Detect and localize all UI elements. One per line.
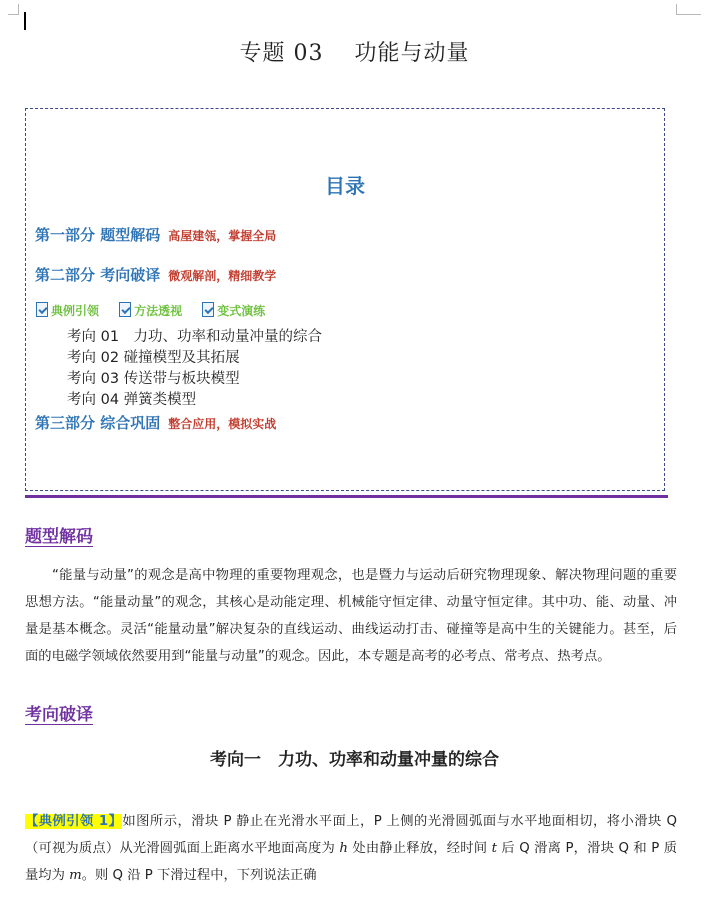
document-check-icon (201, 301, 215, 317)
document-check-icon (35, 301, 49, 317)
document-title: 专题 03 功能与动量 (239, 41, 470, 66)
example-paragraph: 【典例引领 1】如图所示，滑块 P 静止在光滑水平面上，P 上侧的光滑圆弧面与水平地面相切，将小滑块 Q（可视为质点）从光滑圆弧面上距离水平地面高度为 h 处由静止释放，经时间 t 后 Q 滑离 P，滑块 Q 和 P 质量均为 m。则 Q 沿 P 下滑过程中，下列说法正确 (25, 814, 677, 883)
section-heading-decode: 题型解码 (25, 527, 93, 547)
text-cursor (24, 12, 26, 30)
toc-heading: 目录 (325, 174, 365, 198)
variable-h: h (339, 841, 348, 856)
text-fade-overlay (330, 868, 390, 892)
variable-m: m (69, 868, 82, 883)
example-tag: 【典例引领 1】 (25, 814, 123, 829)
badge-variation: 变式演练 (201, 301, 265, 319)
toc-direction-1[interactable]: 考向 01 力功、功率和动量冲量的综合 (67, 329, 323, 345)
toc-part-note: 高屋建瓴，掌握全局 (168, 229, 277, 243)
toc-part-label: 第一部分 题型解码 (35, 226, 161, 244)
page-corner-mark-left (8, 4, 19, 15)
section-heading-crack: 考向破译 (25, 705, 93, 725)
badge-typical-example: 典例引领 (35, 301, 99, 319)
toc-part-2[interactable] (35, 264, 276, 285)
toc-divider (25, 495, 668, 498)
toc-part-label: 第三部分 综合巩固 (35, 414, 161, 432)
variable-t: t (491, 841, 497, 856)
toc-part-3[interactable] (35, 412, 276, 433)
toc-direction-4[interactable]: 考向 04 弹簧类模型 (67, 392, 197, 408)
topic-title: 考向一 力功、功率和动量冲量的综合 (210, 750, 499, 770)
toc-part-1[interactable] (35, 224, 276, 245)
toc-part-label: 第二部分 考向破译 (35, 266, 161, 284)
decode-paragraph: “能量与动量”的观念是高中物理的重要物理观念，也是暨力与运动后研究物理现象、解决物理问题的重要思想方法。“能量动量”的观念，其核心是动能定理、机械能守恒定律、动量守恒定律。其中功、能、动量、冲量是基本概念。灵活“能量动量”解决复杂的直线运动、曲线运动打击、碰撞等是高中生的关键能力。甚至，后面的电磁学领域依然要用到“能量与动量”的观念。因此，本专题是高考的必考点、常考点、热考点。 (25, 568, 677, 664)
document-check-icon (118, 301, 132, 317)
toc-part-note: 微观解剖，精细教学 (168, 269, 277, 283)
badge-method: 方法透视 (118, 301, 182, 319)
toc-direction-2[interactable]: 考向 02 碰撞模型及其拓展 (67, 350, 240, 366)
page-corner-mark-right (676, 4, 701, 15)
toc-badges (35, 300, 279, 319)
toc-direction-3[interactable]: 考向 03 传送带与板块模型 (67, 371, 240, 387)
toc-part-note: 整合应用，模拟实战 (168, 417, 277, 431)
